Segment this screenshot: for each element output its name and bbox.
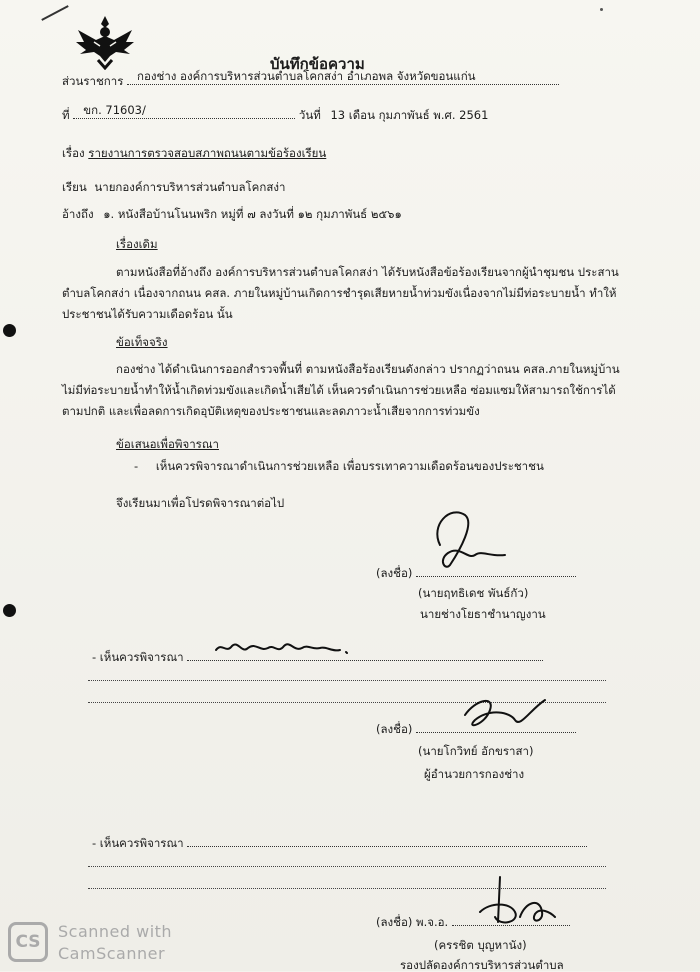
facts-heading: ข้อเท็จจริง [116,335,168,349]
pen-mark [41,5,68,21]
date-label: วันที่ [298,108,321,122]
sign-line-1 [416,576,576,577]
sign-label-1: (ลงชื่อ) [376,566,413,580]
opinion-row-2 [92,836,587,850]
sign-line-3 [452,925,570,926]
memo-title: บันทึกข้อความ [270,55,365,73]
signer-title-3: รองปลัดองค์การบริหารส่วนตำบล [400,958,564,972]
facts-text: กองช่าง ได้ดำเนินการออกสำรวจพื้นที่ ตามหนังสือร้องเรียนดังกล่าว ปรากฏว่าถนน คสล.ภายในหมู่บ้าน ไม่มีท่อระบายน้ำทำให้น้ำเกิดท่วมขังและเกิดน้ำเสียได้ เห็นควรดำเนินการช่วยเหลือ ซ่อมแซมให้สามารถใช้การได้ตามปกติ และเพื่อลดการเกิดอุบัติเหตุของประชาชนและลดภาวะน้ำเสียจากการท่วมขัง [62,362,620,418]
to-value: นายกองค์การบริหารส่วนตำบลโคกสง่า [94,180,286,194]
opinion-label-1: - เห็นควรพิจารณา [92,650,184,664]
opinion-line-1 [187,660,543,661]
signer-name-1: (นายฤทธิเดช พันธ์กัว) [418,586,529,600]
agency-value: กองช่าง องค์การบริหารส่วนตำบลโคกสง่า อำเภอพล จังหวัดขอนแก่น [137,69,476,83]
sign-row-1 [376,566,576,580]
punch-hole [3,324,16,337]
proposal-text: เห็นควรพิจารณาดำเนินการช่วยเหลือ เพื่อบรรเทาความเดือดร้อนของประชาชน [155,459,544,473]
background-heading: เรื่องเดิม [116,237,158,251]
sign-row-2 [376,722,576,736]
opinion-blank-line [88,680,606,681]
proposal-heading: ข้อเสนอเพื่อพิจารณา [116,437,219,451]
punch-hole [3,604,16,617]
camscanner-logo-icon: CS [8,922,48,962]
agency-row [62,69,559,88]
handwritten-note [212,636,352,660]
opinion-line-2 [187,846,587,847]
signer-title-2: ผู้อำนวยการกองช่าง [424,767,525,781]
watermark-line-2: CamScanner [58,944,166,963]
sign-row-3 [376,915,570,929]
pen-dot [600,8,603,11]
background-text: ตามหนังสือที่อ้างถึง องค์การบริหารส่วนตำบลโคกสง่า ได้รับหนังสือข้อร้องเรียนจากผู้นำชุมชน ประสาน ตำบลโคกสง่า เนื่องจากถนน คสล. ภายในหมู่บ้านเกิดการชำรุดเสียหายน้ำท่วมขังเนื่องจากไม่มีท่อระบายน้ำ ทำให้ประชาชนได้รับความเดือดร้อน นั้น [62,265,619,321]
ref-field [73,103,295,119]
reference-value: ๑. หนังสือบ้านโนนพริก หมู่ที่ ๗ ลงวันที่ ๑๒ กุมภาพันธ์ ๒๕๖๑ [103,207,402,221]
reference-label: อ้างถึง [62,207,94,221]
ref-value: ขก. 71603/ [83,103,146,117]
subject-value: รายงานการตรวจสอบสภาพถนนตามข้อร้องเรียน [88,146,327,160]
subject-row [62,146,326,160]
sign-line-2 [416,732,576,733]
garuda-emblem-icon [74,12,136,70]
agency-field [127,69,559,85]
signature-1 [420,505,510,575]
reference-row [62,207,402,221]
proposal-bullet: - [134,459,139,473]
date-value: 13 เดือน กุมภาพันธ์ พ.ศ. 2561 [330,108,489,122]
subject-label: เรื่อง [62,146,85,160]
signer-title-1: นายช่างโยธาชำนาญงาน [420,607,546,621]
sign-label-2: (ลงชื่อ) [376,722,413,736]
proposal-item [134,459,544,473]
closing-text: จึงเรียนมาเพื่อโปรดพิจารณาต่อไป [116,496,285,510]
agency-label: ส่วนราชการ [62,74,124,88]
to-label: เรียน [62,180,87,194]
opinion-blank-line [88,866,606,867]
watermark-line-1: Scanned with [58,922,173,941]
signer-name-2: (นายโกวิทย์ อักขราสา) [418,744,534,758]
to-row [62,180,285,194]
ref-label: ที่ [62,108,70,122]
opinion-label-2: - เห็นควรพิจารณา [92,836,184,850]
signer-name-3: (ครรชิต บุญหานัง) [434,938,527,952]
sign-label-3: (ลงชื่อ) พ.จ.อ. [376,915,449,929]
ref-row [62,103,489,122]
